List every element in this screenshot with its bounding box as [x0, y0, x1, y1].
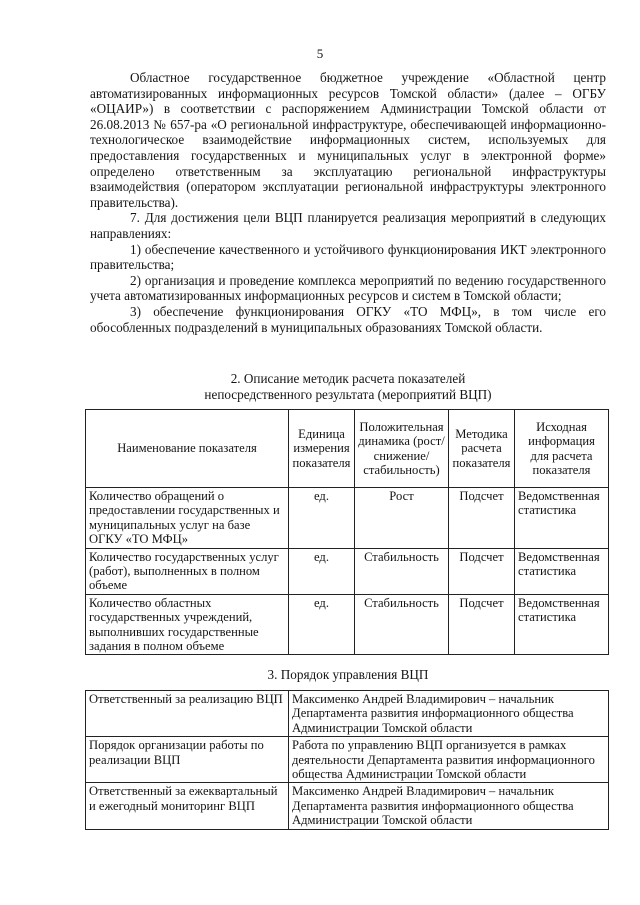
table-row — [86, 594, 609, 655]
indicator-method: Подсчет — [449, 488, 515, 549]
table-row — [86, 488, 609, 549]
section2-title-line2: непосредственного результата (мероприятий ВЦП) — [204, 387, 492, 402]
paragraph-activities-intro: 7. Для достижения цели ВЦП планируется реализация мероприятий в следующих направлениях: — [90, 210, 606, 241]
indicator-name: Количество государственных услуг (работ), выполненных в полном объеме — [86, 548, 289, 594]
paragraph-ogbu-ocair: Областное государственное бюджетное учреждение «Областной центр автоматизированных информационных ресурсов Томской области» (далее – ОГБУ «ОЦАИР») в соответствии с распоряжением Администрации Томской области от 26.08.2013 № 657-ра «О региональной инфраструктуре, обеспечивающей информационно-технологическое взаимодействие информационных систем, используемых для предоставления государственных и муниципальных услуг в электронной форме» определено ответственным за эксплуатацию региональной инфраструктуры взаимодействия (оператором эксплуатации региональной инфраструктуры электронного правительства). — [90, 70, 606, 210]
management-value: Максименко Андрей Владимирович – начальник Департамента развития информационного общества Администрации Томской области — [289, 691, 609, 737]
indicator-method: Подсчет — [449, 594, 515, 655]
indicator-method: Подсчет — [449, 548, 515, 594]
header-indicator-name: Наименование показателя — [86, 410, 289, 488]
management-value: Максименко Андрей Владимирович – начальник Департамента развития информационного общества Администрации Томской области — [289, 783, 609, 829]
indicator-source: Ведомственная статистика — [515, 594, 609, 655]
page-number: 5 — [316, 46, 324, 61]
section2-title-line1: 2. Описание методик расчета показателей — [230, 371, 466, 386]
header-source: Исходная информация для расчета показателя — [515, 410, 609, 488]
header-dynamics: Положительная динамика (рост/ снижение/ стабильность) — [355, 410, 449, 488]
table-row — [86, 737, 609, 783]
indicator-dynamics: Стабильность — [355, 548, 449, 594]
management-table — [85, 690, 609, 830]
paragraph-activity-1: 1) обеспечение качественного и устойчивого функционирования ИКТ электронного правительства; — [90, 241, 606, 273]
indicator-unit: ед. — [289, 488, 355, 549]
management-value: Работа по управлению ВЦП организуется в рамках деятельности Департамента развития информационного общества Администрации Томской области — [289, 737, 609, 783]
section3-title: 3. Порядок управления ВЦП — [267, 667, 429, 682]
header-unit: Единица измерения показателя — [289, 410, 355, 488]
paragraph-activity-3: 3) обеспечение функционирования ОГКУ «ТО МФЦ», в том числе его обособленных подразделений в муниципальных образованиях Томской области. — [90, 303, 606, 335]
indicator-name: Количество обращений о предоставлении государственных и муниципальных услуг на базе ОГКУ «ТО МФЦ» — [86, 488, 289, 549]
table-row — [86, 691, 609, 737]
management-label: Ответственный за ежеквартальный и ежегодный мониторинг ВЦП — [86, 783, 289, 829]
management-label: Порядок организации работы по реализации ВЦП — [86, 737, 289, 783]
management-label: Ответственный за реализацию ВЦП — [86, 691, 289, 737]
header-method: Методика расчета показателя — [449, 410, 515, 488]
indicator-unit: ед. — [289, 548, 355, 594]
table-row — [86, 783, 609, 829]
indicators-table — [85, 409, 609, 655]
indicators-header-row — [86, 410, 609, 488]
indicator-dynamics: Стабильность — [355, 594, 449, 655]
indicator-source: Ведомственная статистика — [515, 488, 609, 549]
indicator-source: Ведомственная статистика — [515, 548, 609, 594]
table-row — [86, 548, 609, 594]
indicator-name: Количество областных государственных учреждений, выполнивших государственные задания в полном объеме — [86, 594, 289, 655]
body-text — [90, 70, 606, 335]
paragraph-activity-2: 2) организация и проведение комплекса мероприятий по ведению государственного учета автоматизированных информационных ресурсов и систем в Томской области; — [90, 272, 606, 304]
indicator-unit: ед. — [289, 594, 355, 655]
indicator-dynamics: Рост — [355, 488, 449, 549]
